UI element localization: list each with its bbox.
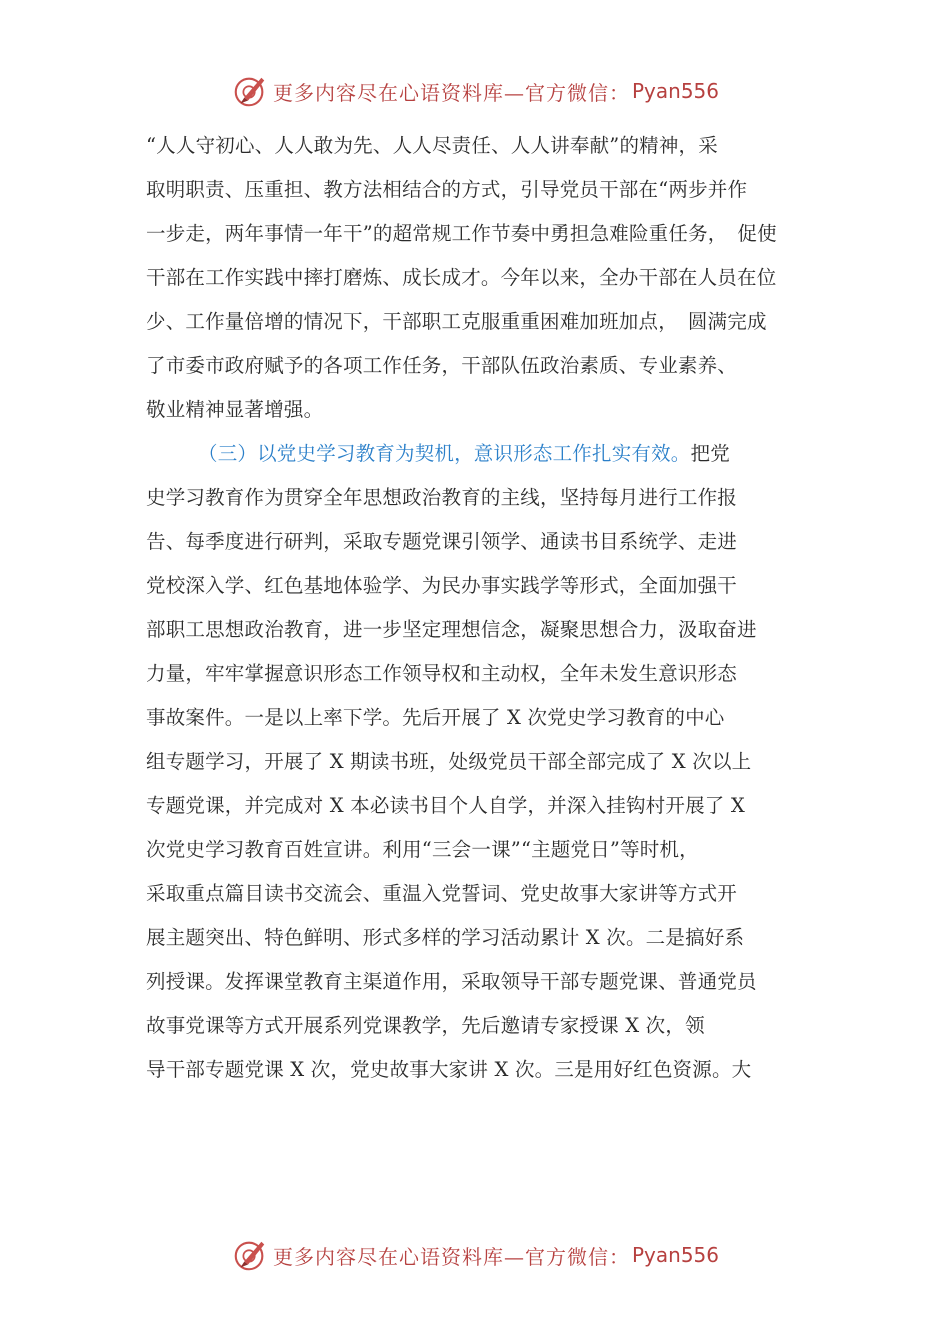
text-line: 一步走，两年事情一年干”的超常规工作节奏中勇担急难险重任务， 促使 bbox=[146, 222, 777, 245]
watermark-wechat-id: Pyan556 bbox=[631, 79, 719, 103]
watermark-text: 更多内容尽在心语资料库—官方微信： bbox=[272, 1244, 630, 1269]
section-heading: （三）以党史学习教育为契机，意识形态工作扎实有效。 bbox=[198, 442, 691, 465]
text-line: 故事党课等方式开展系列党课教学，先后邀请专家授课 X 次，领 bbox=[146, 1014, 705, 1037]
footer-watermark bbox=[0, 1236, 950, 1274]
text-line: 次党史学习教育百姓宣讲。利用“三会一课”“主题党日”等时机， bbox=[146, 838, 699, 861]
text-line: 党校深入学、红色基地体验学、为民办事实践学等形式，全面加强干 bbox=[146, 574, 738, 597]
fountain-pen-logo-icon bbox=[231, 72, 269, 110]
text-line: 史学习教育作为贯穿全年思想政治教育的主线，坚持每月进行工作报 bbox=[146, 486, 738, 509]
watermark-text: 更多内容尽在心语资料库—官方微信： bbox=[272, 80, 630, 105]
text-line: 采取重点篇目读书交流会、重温入党誓词、党史故事大家讲等方式开 bbox=[146, 882, 738, 905]
text-line: 了市委市政府赋予的各项工作任务，干部队伍政治素质、专业素养、 bbox=[146, 354, 738, 377]
text-line: 展主题突出、特色鲜明、形式多样的学习活动累计 X 次。二是搞好系 bbox=[146, 926, 745, 949]
text-line: 干部在工作实践中摔打磨炼、成长成才。今年以来，全办干部在人员在位 bbox=[146, 266, 777, 289]
text-line: 列授课。发挥课堂教育主渠道作用，采取领导干部专题党课、普通党员 bbox=[146, 970, 757, 993]
text-line: 专题党课，并完成对 X 本必读书目个人自学，并深入挂钩村开展了 X bbox=[146, 794, 745, 817]
fountain-pen-logo-icon bbox=[231, 1236, 269, 1274]
text-fragment: 把党 bbox=[690, 442, 730, 465]
header-watermark bbox=[0, 72, 950, 110]
text-line: 事故案件。一是以上率下学。先后开展了 X 次党史学习教育的中心 bbox=[146, 706, 725, 729]
text-line: “人人守初心、人人敢为先、人人尽责任、人人讲奉献”的精神，采 bbox=[146, 134, 718, 157]
section-heading-line bbox=[146, 432, 814, 476]
text-line: 告、每季度进行研判，采取专题党课引领学、通读书目系统学、走进 bbox=[146, 530, 738, 553]
watermark-wechat-id: Pyan556 bbox=[631, 1243, 719, 1267]
text-line: 组专题学习，开展了 X 期读书班，处级党员干部全部完成了 X 次以上 bbox=[146, 750, 752, 773]
text-line: 少、工作量倍增的情况下，干部职工克服重重困难加班加点， 圆满完成 bbox=[146, 310, 767, 333]
text-line: 力量，牢牢掌握意识形态工作领导权和主动权，全年未发生意识形态 bbox=[146, 662, 738, 685]
text-line: 取明职责、压重担、教方法相结合的方式，引导党员干部在“两步并作 bbox=[146, 178, 748, 201]
text-line: 部职工思想政治教育，进一步坚定理想信念，凝聚思想合力，汲取奋进 bbox=[146, 618, 757, 641]
document-body bbox=[146, 124, 814, 1092]
text-line: 敬业精神显著增强。 bbox=[146, 398, 324, 421]
text-line: 导干部专题党课 X 次，党史故事大家讲 X 次。三是用好红色资源。大 bbox=[146, 1058, 752, 1081]
